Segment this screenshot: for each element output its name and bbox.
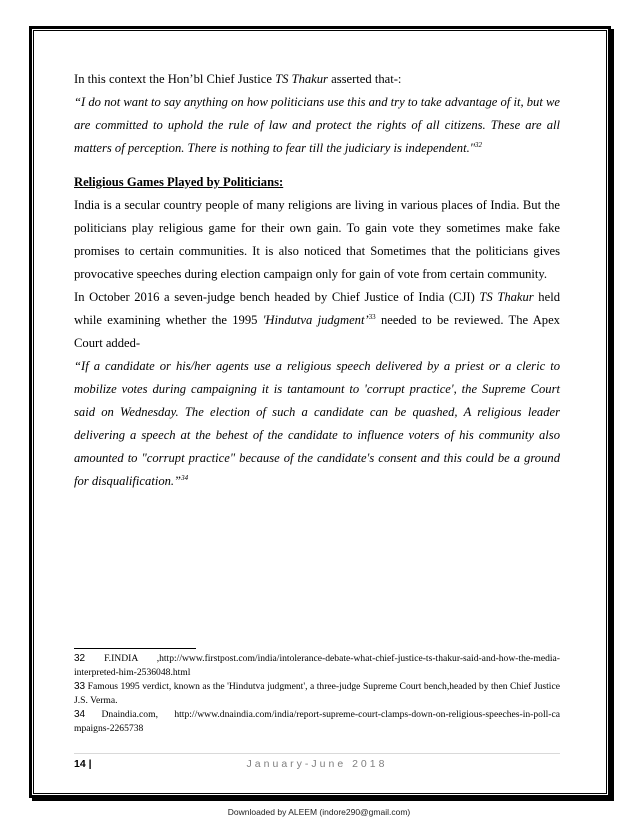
section-gap (74, 160, 560, 171)
paragraph-hindutva (74, 286, 560, 355)
download-note: Downloaded by ALEEM (indore290@gmail.com) (227, 807, 411, 817)
quote-thakur-text: “I do not want to say anything on how politicians use this and try to take advantage of it, but we are committed to uphold the rule of law and protect the rights of all citizens. These are all matters of perception. There is nothing to fear till the judiciary is independent." (74, 95, 560, 155)
intro-justice-name: TS Thakur (275, 72, 328, 86)
section-heading: Religious Games Played by Politicians: (74, 175, 284, 189)
footnote-33 (74, 680, 560, 707)
article-body (74, 68, 560, 493)
footnote-ref-34: 34 (181, 473, 189, 482)
para2-text-1: In October 2016 a seven-judge bench headed by Chief Justice of India (CJI) (74, 290, 480, 304)
footnote-text: F.INDIA ,http://www.firstpost.com/india/intolerance-debate-what-chief-justice-ts-thakur-said-and-how-the-media-interpreted-him-2536048.html (74, 653, 560, 678)
page-number: 14 | (74, 758, 92, 770)
issue-period: January-June 2018 (246, 758, 388, 770)
footnote-text: Dnaindia.com, http://www.dnaindia.com/india/report-supreme-court-clamps-down-on-religious-speeches-in-poll-ca mpaigns-2265738 (74, 709, 560, 734)
footnote-text: Famous 1995 verdict, known as the 'Hindutva judgment', a three-judge Supreme Court bench,headed by then Chief Justice J.S. Verma. (74, 681, 560, 706)
paragraph-secular: India is a secular country people of many religions are living in various places of India. But the politicians play religious game for their own gain. To gain vote they sometimes make fake promises to certain communities. It is also noticed that Sometimes that the politicians gives provocative speeches during election campaign only for gain of vote from certain community. (74, 198, 560, 281)
footnote-number: 34 (74, 709, 86, 720)
intro-paragraph (74, 68, 560, 91)
quote-supreme-court-text: “If a candidate or his/her agents use a religious speech delivered by a priest or a cleric to mobilize votes during campaigning it is tantamount to 'corrupt practice', the Supreme Court said on Wednesday. The election of such a candidate can be quashed, A religious leader delivering a speech at the behest of the candidate to influence voters of his community also amounted to "corrupt practice" because of the candidate's consent and this could be a ground for disqualification.” (74, 359, 560, 488)
footnote-ref-32: 32 (475, 140, 483, 149)
para2-justice-name: TS Thakur (479, 290, 534, 304)
para2-text-3: needed to be reviewed. The Apex Court added- (74, 313, 560, 350)
footnote-34 (74, 708, 560, 735)
footnote-ref-33: 33 (368, 312, 376, 321)
para2-text-2: held while examining whether the 1995 (74, 290, 560, 327)
page-footer (74, 758, 560, 774)
footnotes (74, 652, 560, 736)
footnote-32 (74, 652, 560, 679)
quote-thakur (74, 91, 560, 160)
footer-separator (74, 753, 560, 754)
para2-judgment-name: 'Hindutva judgment’ (262, 313, 369, 327)
footnote-separator (74, 648, 196, 649)
intro-tail: asserted that-: (327, 72, 402, 86)
intro-text: In this context the Hon’bl Chief Justice (74, 72, 276, 86)
footnote-number: 32 (74, 653, 86, 664)
footnote-number: 33 (74, 681, 86, 692)
quote-supreme-court (74, 355, 560, 493)
